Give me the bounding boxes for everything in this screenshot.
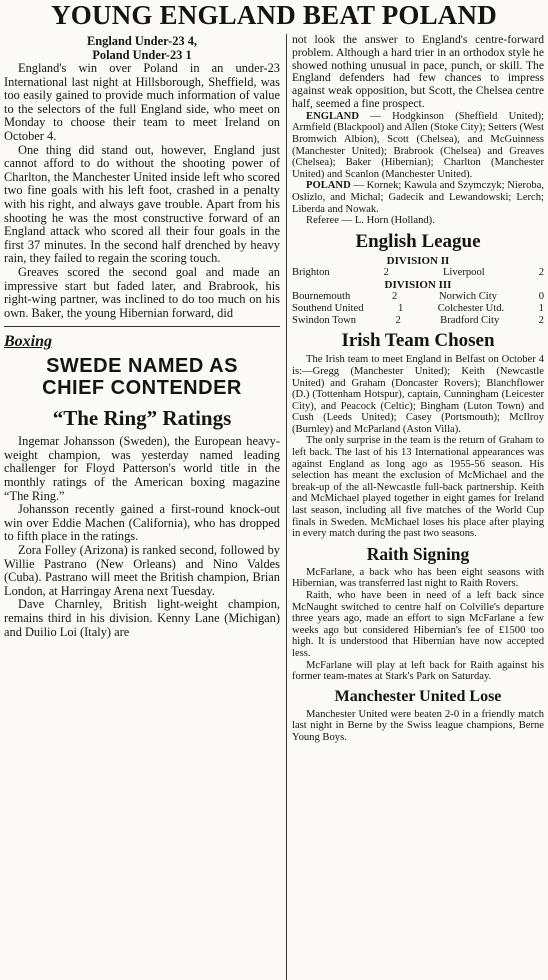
division-2-heading: DIVISION II <box>386 255 450 268</box>
away-score: 2 <box>538 314 544 326</box>
boxing-headline-line-1: SWEDE NAMED AS <box>46 355 238 378</box>
referee-line: Referee — L. Horn (Holland). <box>306 215 435 227</box>
away-score: 0 <box>538 290 544 302</box>
score-line-poland: Poland Under-23 1 <box>92 48 192 62</box>
section-rule <box>4 326 280 327</box>
manchester-united-heading: Manchester United Lose <box>334 687 502 705</box>
away-team: Colchester Utd. <box>437 302 505 314</box>
division-3-heading: DIVISION III <box>384 278 452 291</box>
away-team: Norwich City <box>439 290 497 302</box>
away-team: Bradford City <box>440 314 500 326</box>
england-team-players: — Hodgkinson (Sheffield United); Armfield (Blackpool) and Allen (Stoke City); Setters (West Bromwich Albion), Scott (Chelsea), and McGuinness (Manchester United); Brabrook (Chelsea) and Greaves (Chelsea); Baker (Hibernian); Charlton (Manchester United) and Scanlon (Manchester United). <box>292 110 544 180</box>
home-score: 1 <box>397 302 404 314</box>
division-3-results <box>292 291 544 326</box>
home-team: Bournemouth <box>292 290 351 302</box>
right-column <box>292 34 544 980</box>
result-row <box>292 267 544 279</box>
column-divider <box>286 34 287 980</box>
section-tag-boxing: Boxing <box>4 333 53 351</box>
result-row <box>292 303 544 315</box>
home-score: 2 <box>395 314 401 326</box>
article-paragraph: Greaves scored the second goal and made an impressive start but faded later, and Brabrook, his right-wing partner, was inclined to do too much on his own. Baker, the young Hibernian forward, did <box>4 264 280 320</box>
raith-paragraph: McFarlane, a back who has been eight seasons with Hibernian, was transferred last night to Raith Rovers. <box>292 566 544 590</box>
raith-paragraph: McFarlane will play at left back for Raith against his former team-mates at Stark's Park on Saturday. <box>292 659 544 683</box>
england-team-label: ENGLAND <box>306 110 359 122</box>
home-score: 2 <box>383 267 389 279</box>
ring-ratings-subhead: “The Ring” Ratings <box>52 406 232 431</box>
irish-paragraph: The Irish team to meet England in Belfast on October 4 is:—Gregg (Manchester United); Keith (Newcastle United) and Graham (Doncaster Rovers); Blanchflower (D.) (Tottenham Hotspur), captain, Cunningham (Leicester City), and Peacock (Celtic); Bingham (Luton Town) and Cush (Leeds United); Casey (Portsmouth); McIlroy (Burnley) and McParland (Aston Villa). <box>292 354 544 435</box>
england-team-list <box>292 111 544 181</box>
away-team: Liverpool <box>442 267 485 279</box>
boxing-paragraph: Dave Charnley, British light-weight champion, remains third in his division. Kenny Lane (Michigan) and Duilio Loi (Italy) are <box>4 597 280 639</box>
article-paragraph: England's win over Poland in an under-23 International last night at Hillsborough, Sheffield, was too easily gained to provide much information of value to the selectors of the full England side, who meet on Monday to choose their team to meet Ireland on October 4. <box>4 61 280 143</box>
score-line-england: England Under-23 4, <box>86 34 198 48</box>
poland-team-players: — Kornek; Kawula and Szymczyk; Nieroba, Oslizlo, and Michal; Gadecik and Lewandowski; Lerch; Liberda and Nowak. <box>292 180 544 215</box>
away-score: 1 <box>538 302 544 314</box>
result-row <box>292 291 544 303</box>
home-team: Swindon Town <box>292 314 357 326</box>
headline: YOUNG ENGLAND BEAT POLAND <box>51 0 497 30</box>
boxing-paragraph: Johansson recently gained a first-round knock-out win over Eddie Machen (California), who has dropped to fifth place in the ratings. <box>4 502 280 544</box>
boxing-paragraph: Zora Folley (Arizona) is ranked second, followed by Willie Pastrano (New Orleans) and Nino Valdes (Cuba). Pastrano will meet the British champion, Brian London, at Harringay Arena next Tuesday. <box>4 543 280 598</box>
boxing-headline-line-2: CHIEF CONTENDER <box>42 377 242 400</box>
left-column <box>4 34 280 980</box>
home-score: 2 <box>391 290 398 302</box>
away-score: 2 <box>538 267 544 279</box>
poland-team-list <box>292 180 544 215</box>
raith-signing-heading: Raith Signing <box>366 543 470 564</box>
article-continuation: not look the answer to England's centre-forward problem. Although a hard trier in an orthodox style he showed nothing unusual in pace, punch, or skill. The England defenders had few chances to impress against weak opposition, but Scott, the Chelsea centre half, seemed a fine prospect. <box>292 34 544 110</box>
poland-team-label: POLAND <box>306 180 351 192</box>
raith-paragraph: Raith, who have been in need of a left back since McNaught switched to centre half on Colville's departure three years ago, made an effort to sign McFarlane a few weeks ago but considered Hibernian's fee of £1500 too high. It is understood that Hibernian have now accepted less. <box>292 590 544 659</box>
manchester-united-paragraph: Manchester United were beaten 2-0 in a friendly match last night in Berne by the Swiss league champions, Berne Young Boys. <box>292 708 544 743</box>
home-team: Southend United <box>292 302 364 314</box>
result-row <box>292 315 544 327</box>
irish-team-heading: Irish Team Chosen <box>341 330 495 352</box>
division-2-results <box>292 267 544 279</box>
home-team: Brighton <box>292 267 330 279</box>
boxing-paragraph: Ingemar Johansson (Sweden), the European heavy-weight champion, was yesterday named leading challenger for Floyd Patterson's world title in the monthly ratings of the American boxing magazine “The Ring.” <box>4 434 280 503</box>
article-paragraph: One thing did stand out, however, England just cannot afford to do without the shooting power of Charlton, the Manchester United inside left who scored two fine goals with his left foot, crashed in a penalty with his right, and always gave trouble. Apart from his shooting he was the most constructive forward of an England attack who scored all their four goals in the first 37 minutes. In the second half drenched by heavy rain, they failed to regain the scoring touch. <box>4 142 280 266</box>
irish-paragraph: The only surprise in the team is the return of Graham to left back. The last of his 13 International appearances was against England as long ago as 1955-56 season. His selection has meant the exclusion of McMichael and the break-up of the all-Newcastle full-back partnership. Keith and McMichael played together in eight games for Ireland last season, including all five matches of the World Cup finals in Sweden. McMichael loses his place after playing in every match during the past two seasons. <box>292 435 544 540</box>
english-league-heading: English League <box>355 231 481 253</box>
